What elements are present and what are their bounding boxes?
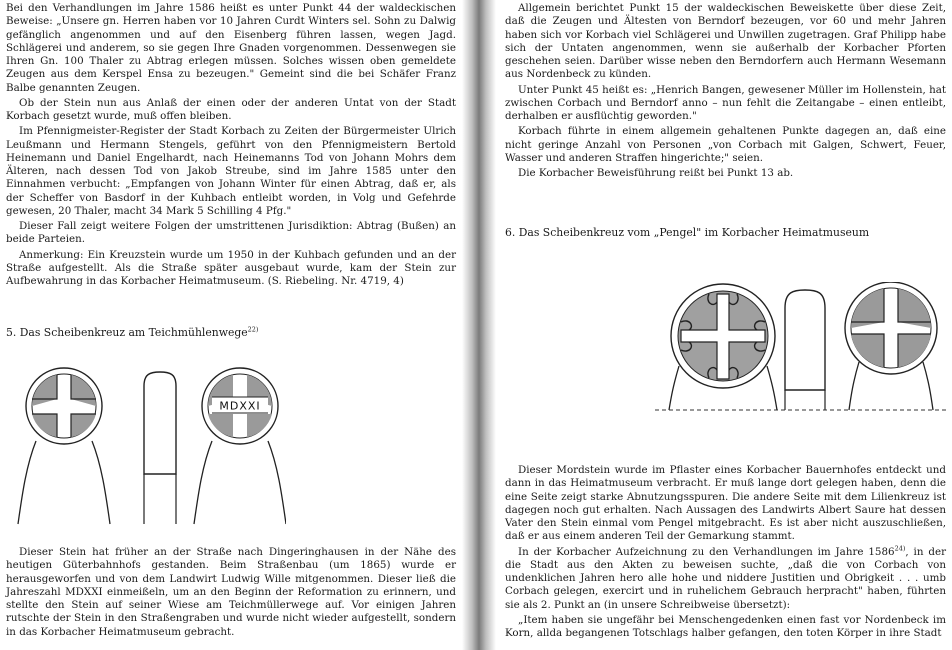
paragraph-text: , in der die Stadt aus den Akten zu beweisen suchte, „daß die von Corbach von undenklichen Jahren hero alle hohe und niddere Justitien und Obrigkeit . . . umb Corbach gelegen, exercirt und in ruhelichem Gebrauch herpracht" haben, führten sie als 2. Punkt an (in unsere Schreibweise übersetzt): [505,545,946,611]
plain-cross-stone-illustration [845,282,937,410]
right-text-block-1 [505,2,946,182]
paragraph: Unter Punkt 45 heißt es: „Henrich Bangen, gewesener Müller im Hollenstein, hat zwischen Corbach und Berndorf anno – nun fehlt die Zeitangabe – einen entleibt, derhalben er ausflüchtig geworden." [505,83,946,122]
stone-back-illustration [194,368,286,524]
caption-text: 5. Das Scheibenkreuz am Teichmühlenwege [6,326,248,339]
paragraph: Dieser Mordstein wurde im Pflaster eines Korbacher Bauernhofes entdeckt und dann in das Heimatmuseum verbracht. Er muß lange dort gelegen haben, denn die eine Seite zeigt starke Abnutzungsspuren. Die andere Seite mit dem Lilienkreuz ist dagegen noch gut erhalten. Nach Aussagen des Landwirts Albert Saure hat dessen Vater den Stein einmal vom Pengel mitgebracht. Es ist aber nicht auszuschließen, daß er aus einem anderen Teil der Gemarkung stammt. [505,464,946,543]
figure-stone-crosses-6 [655,282,946,416]
paragraph [505,546,946,612]
paragraph: Die Korbacher Beweisführung reißt bei Punkt 13 ab. [518,167,794,179]
paragraph: Anmerkung: Ein Kreuzstein wurde um 1950 in der Kuhbach gefunden und an der Straße aufgestellt. Als die Straße später ausgebaut wurde, kam der Stein zur Aufbewahrung in das Korbacher Heimatmuseum. (S. Riebeling. Nr. 4719, 4) [6,248,456,287]
paragraph-text: In der Korbacher Aufzeichnung zu den Verhandlungen im Jahre 1586 [518,545,895,558]
paragraph: Korbach führte in einem allgemein gehaltenen Punkte dagegen an, daß eine nicht geringe Anzahl von Personen „von Corbach mit Galgen, Schwert, Feuer, Wasser und anderen Straffen hingerichte;" seien. [505,125,946,164]
footnote-ref: 24) [894,544,906,553]
left-text-block-1 [6,2,456,290]
paragraph: Ob der Stein nun aus Anlaß der einen oder der anderen Untat von der Stadt Korbach gesetzt wurde, muß offen bleiben. [6,96,456,122]
lily-cross-stone-illustration [669,284,777,410]
left-text-block-2 [6,546,456,641]
footnote-ref: 22) [247,325,259,334]
paragraph: Allgemein berichtet Punkt 15 der waldeckischen Beweiskette über diese Zeit, daß die Zeugen und Ältesten von Berndorf bezeugen, vor 60 und mehr Jahren haben sich vor Korbach viel Schlägerei und Unwillen zugetragen. Graf Philipp habe sich der Untaten angenommen, wenn sie außerhalb der Korbacher Pforten geschehen seien. Darüber wisse neben den Berndorfern auch Hermann Wesemann aus Nordenbeck zu künden. [505,2,946,81]
stone-side-illustration [144,372,176,524]
paragraph: „Item haben sie ungefähr bei Menschengedenken einen fast vor Nordenbeck im Korn, allda begangenen Totschlags halber gefangen, den toten Körper in ihre Stadt [505,613,946,639]
paragraph: Dieser Fall zeigt weitere Folgen der umstrittenen Jurisdiktion: Abtrag (Bußen) an beide Parteien. [6,220,456,246]
stone-side-illustration [785,290,825,410]
stone-front-illustration [18,368,110,524]
figure-caption-5 [6,326,456,340]
paragraph: Dieser Stein hat früher an der Straße nach Dingeringhausen in der Nähe des heutigen Güterbahnhofs gestanden. Beim Straßenbau (um 1865) wurde er herausgeworfen und von dem Landwirt Ludwig Wille mitgenommen. Dieser ließ die Jahreszahl MDXXI einmeißeln, um an den Beginn der Reformation zu erinnern, und stellte den Stein auf seiner Wiese am Teichmüllerwege auf. Vor einigen Jahren rutschte der Stein in den Straßengraben und wurde nicht wieder aufgestellt, sondern in das Korbacher Heimatmuseum gebracht. [6,546,456,638]
figure-stone-crosses-5 [6,366,286,528]
stone-inscription: MDXXI [219,399,261,413]
figure-caption-6: 6. Das Scheibenkreuz vom „Pengel" im Korbacher Heimatmuseum [505,226,870,239]
book-gutter [462,0,496,650]
paragraph: Im Pfennigmeister-Register der Stadt Korbach zu Zeiten der Bürgermeister Ulrich Leußmann und Hermann Stengels, geführt von den Pfennigmeistern Bertold Heinemann und Daniel Engelhardt, nach Heinemanns Tod von Johann Mohrs dem Älteren, nach dessen Tod von Jakob Streube, sind im Jahre 1585 unter den Einnahmen verbucht: „Empfangen von Johann Winter für einen Abtrag, daß er, als der Scheffer von Basdorf in der Kuhbach entleibt worden, in Volg und Gefehrde gewesen, 20 Thaler, macht 34 Mark 5 Schilling 4 Pfg." [6,125,456,217]
right-text-block-2 [505,464,946,642]
paragraph: Bei den Verhandlungen im Jahre 1586 heißt es unter Punkt 44 der waldeckischen Beweise: „Unsere gn. Herren haben vor 10 Jahren Curdt Winters sel. Sohn zu Dalwig gefänglich angenommen und auf den Eisenberg führen lassen, wegen Jagd. Schlägerei und anderem, so sie gegen Ihre Gnaden vorgenommen. Dessenwegen sie Ihren Gn. 100 Thaler zu Abtrag erlegen müssen. Solches wissen oben gemeldete Zeugen aus dem Kerspel Ensa zu bezeugen." Gemeint sind die bei Schäfer Franz Balbe genannten Zeugen. [6,2,456,94]
